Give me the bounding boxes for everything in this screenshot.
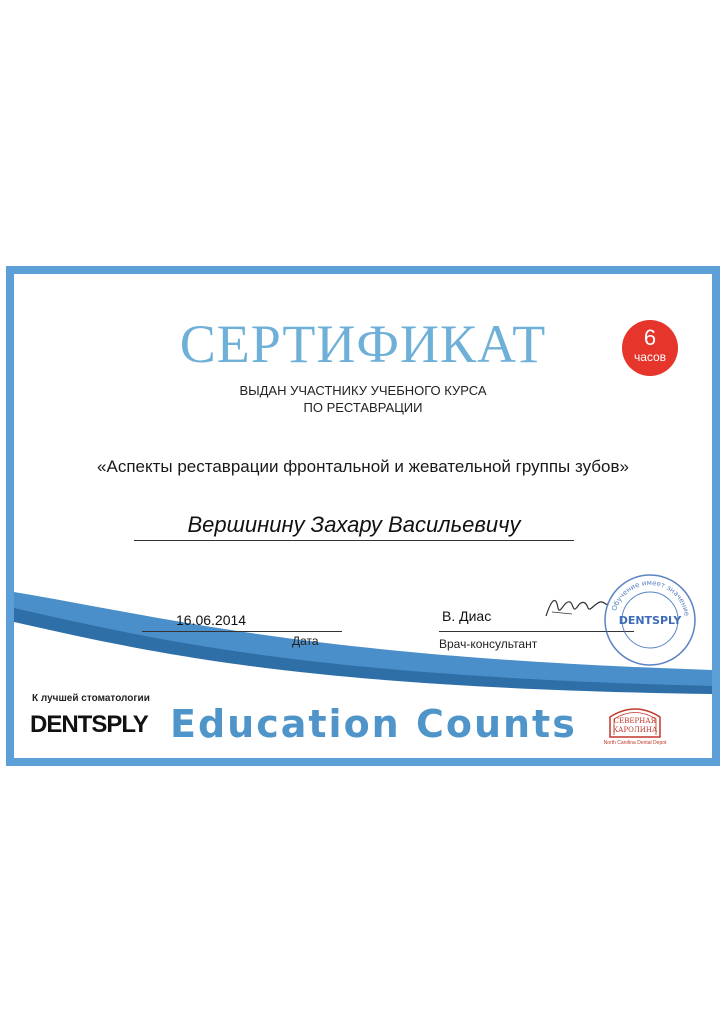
stamp-seal <box>602 572 698 668</box>
hours-number: 6 <box>643 325 657 350</box>
certificate-title: СЕРТИФИКАТ <box>179 314 547 374</box>
signer-role: Врач-консультант <box>439 637 538 651</box>
course-name: «Аспекты реставрации фронтальной и жевательной группы зубов» <box>97 457 629 476</box>
recipient-name: Вершинину Захару Васильевичу <box>134 512 574 541</box>
issued-line-2: ПО РЕСТАВРАЦИИ <box>303 400 423 415</box>
brand-tagline: К лучшей стоматологии <box>32 693 150 704</box>
stamp-center-text: DENTSPLY <box>618 614 682 627</box>
issued-line-1: ВЫДАН УЧАСТНИКУ УЧЕБНОГО КУРСА <box>239 383 487 398</box>
hours-unit: часов <box>633 350 667 364</box>
svg-text:КАРОЛИНА: КАРОЛИНА <box>612 726 658 734</box>
certificate <box>6 266 720 766</box>
hours-badge <box>622 320 678 376</box>
date-line <box>142 631 342 632</box>
date-value: 16.06.2014 <box>176 612 247 628</box>
dentsply-logo: DENTSPLY <box>30 711 148 738</box>
date-label: Дата <box>292 634 319 648</box>
partner-caption: North Carolina Dental Depot <box>603 740 667 746</box>
education-counts-slogan: Education Counts <box>170 702 577 746</box>
stamp-ring-text: Обучение имеет значение <box>610 578 691 617</box>
signer-name: В. Диас <box>442 608 492 624</box>
svg-text:СЕВЕРНАЯ: СЕВЕРНАЯ <box>613 717 657 725</box>
